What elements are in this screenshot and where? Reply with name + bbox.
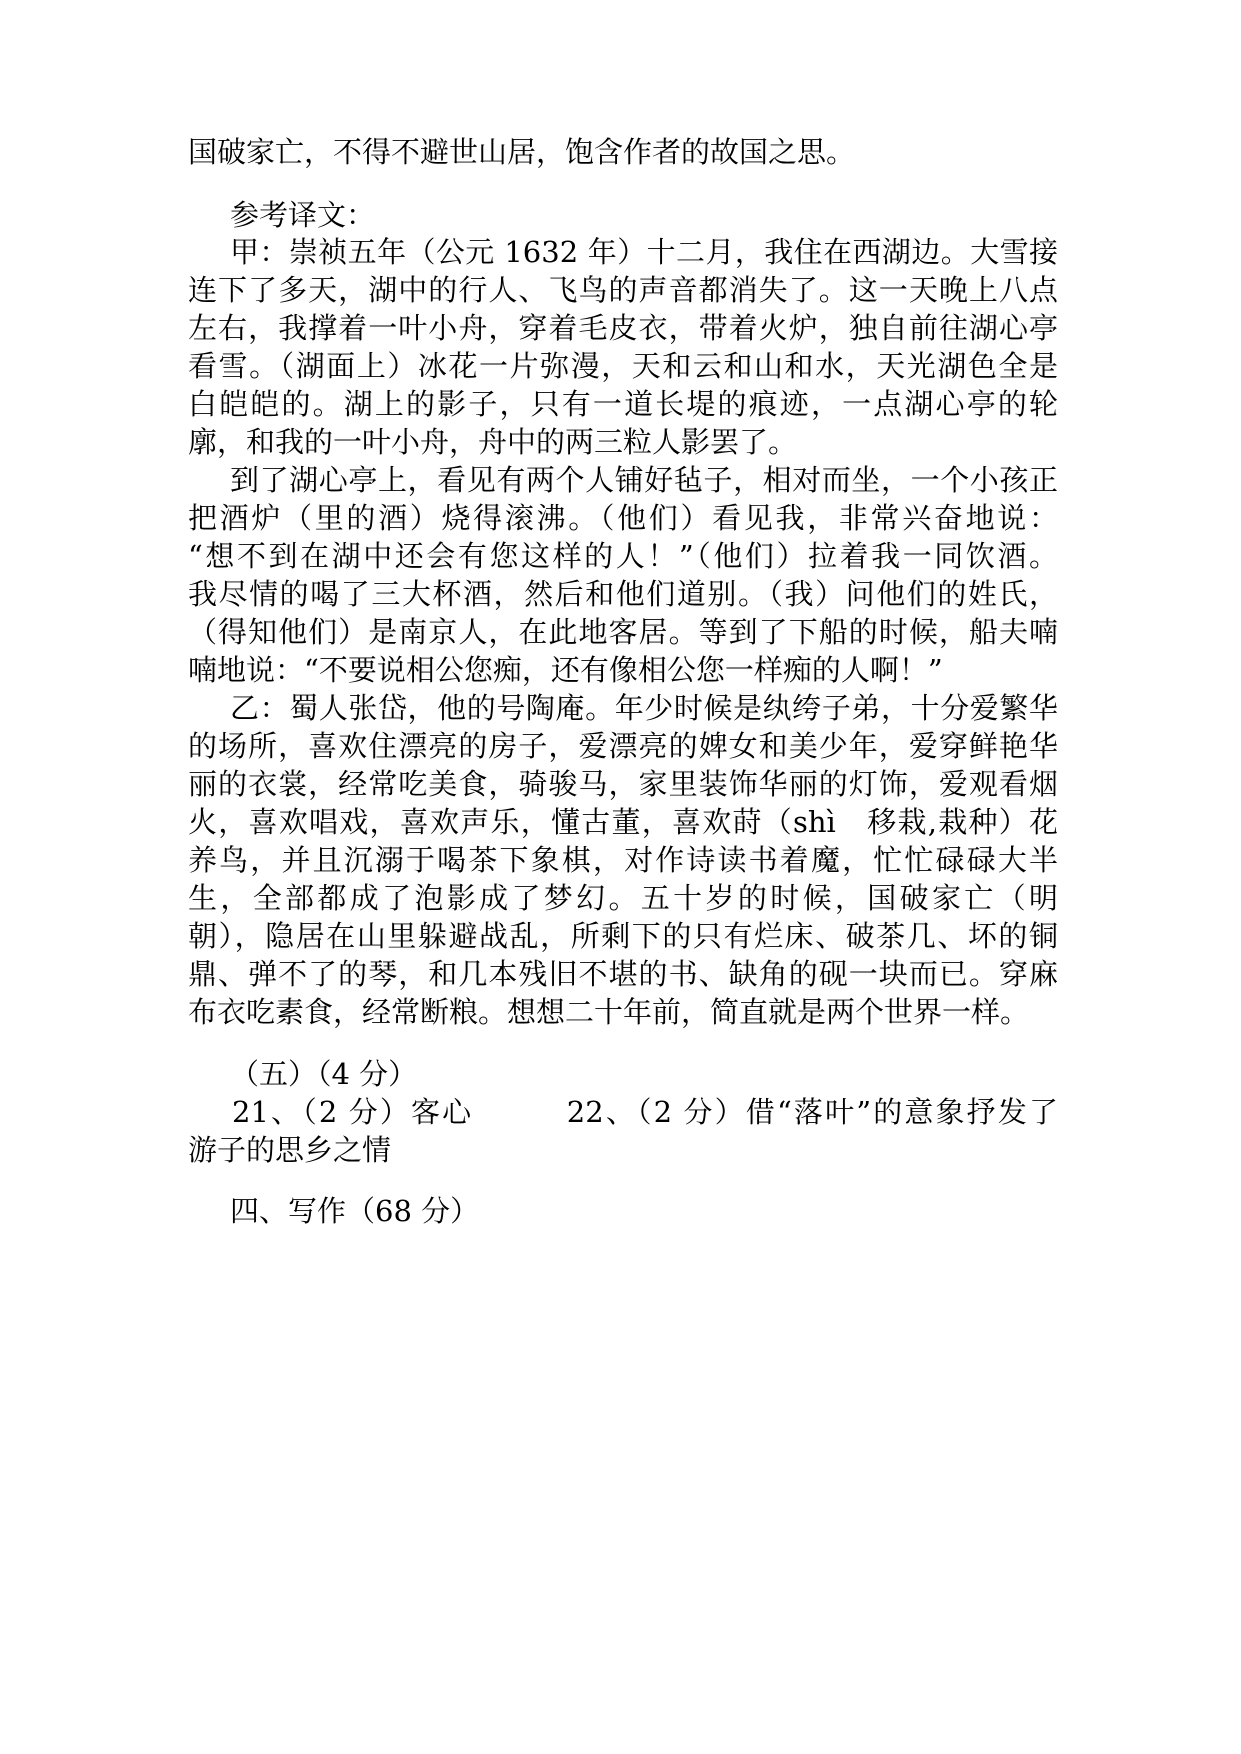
section-heading: （五）（4 分） (230, 1057, 418, 1091)
text-line: 甲：崇祯五年（公元 1632 年）十二月，我住在西湖边。大雪接 (230, 235, 1058, 269)
text-line: 白皑皑的。湖上的影子，只有一道长堤的痕迹，一点湖心亭的轮 (188, 387, 1058, 421)
text-line: 左右，我撑着一叶小舟，穿着毛皮衣，带着火炉，独自前往湖心亭 (188, 311, 1058, 345)
section-heading: 参考译文： (230, 198, 376, 232)
section-heading: 四、写作（68 分） (230, 1194, 480, 1228)
text-line: 廓，和我的一叶小舟，舟中的两三粒人影罢了。 (188, 425, 798, 459)
document-page (188, 0, 1058, 1754)
text-line: 火，喜欢唱戏，喜欢声乐，懂古董，喜欢莳（shì 移栽,栽种）花 (188, 805, 1058, 839)
text-line: 到了湖心亭上，看见有两个人铺好毡子，相对而坐，一个小孩正 (230, 463, 1058, 497)
text-line: 把酒炉（里的酒）烧得滚沸。（他们）看见我，非常兴奋地说： (188, 501, 1058, 535)
text-line: 朝），隐居在山里躲避战乱，所剩下的只有烂床、破茶几、坏的铜 (188, 919, 1058, 953)
text-line: “想不到在湖中还会有您这样的人！”（他们）拉着我一同饮酒。 (188, 539, 1058, 573)
text-line: 国破家亡，不得不避世山居，饱含作者的故国之思。 (188, 135, 856, 169)
answer-line: 游子的思乡之情 (188, 1133, 392, 1167)
text-line: 鼎、弹不了的琴，和几本残旧不堪的书、缺角的砚一块而已。穿麻 (188, 957, 1058, 991)
text-line: 生，全部都成了泡影成了梦幻。五十岁的时候，国破家亡（明 (188, 881, 1058, 915)
text-line: 丽的衣裳，经常吃美食，骑骏马，家里装饰华丽的灯饰，爱观看烟 (188, 767, 1058, 801)
text-line: 乙：蜀人张岱，他的号陶庵。年少时候是纨绔子弟，十分爱繁华 (230, 691, 1058, 725)
text-line: 看雪。（湖面上）冰花一片弥漫，天和云和山和水，天光湖色全是 (188, 349, 1058, 383)
text-line: 养鸟，并且沉溺于喝茶下象棋，对作诗读书着魔，忙忙碌碌大半 (188, 843, 1058, 877)
text-line: （得知他们）是南京人，在此地客居。等到了下船的时候，船夫喃 (188, 615, 1058, 649)
text-line: 我尽情的喝了三大杯酒，然后和他们道别。（我）问他们的姓氏， (188, 577, 1058, 611)
text-line: 布衣吃素食，经常断粮。想想二十年前，简直就是两个世界一样。 (188, 995, 1030, 1029)
text-line: 喃地说：“不要说相公您痴，还有像相公您一样痴的人啊！” (188, 653, 943, 687)
text-line: 的场所，喜欢住漂亮的房子，爱漂亮的婢女和美少年，爱穿鲜艳华 (188, 729, 1058, 763)
answer-line: 21、（2 分）客心 22、（2 分）借“落叶”的意象抒发了 (232, 1095, 1058, 1129)
text-line: 连下了多天，湖中的行人、飞鸟的声音都消失了。这一天晚上八点 (188, 273, 1058, 307)
